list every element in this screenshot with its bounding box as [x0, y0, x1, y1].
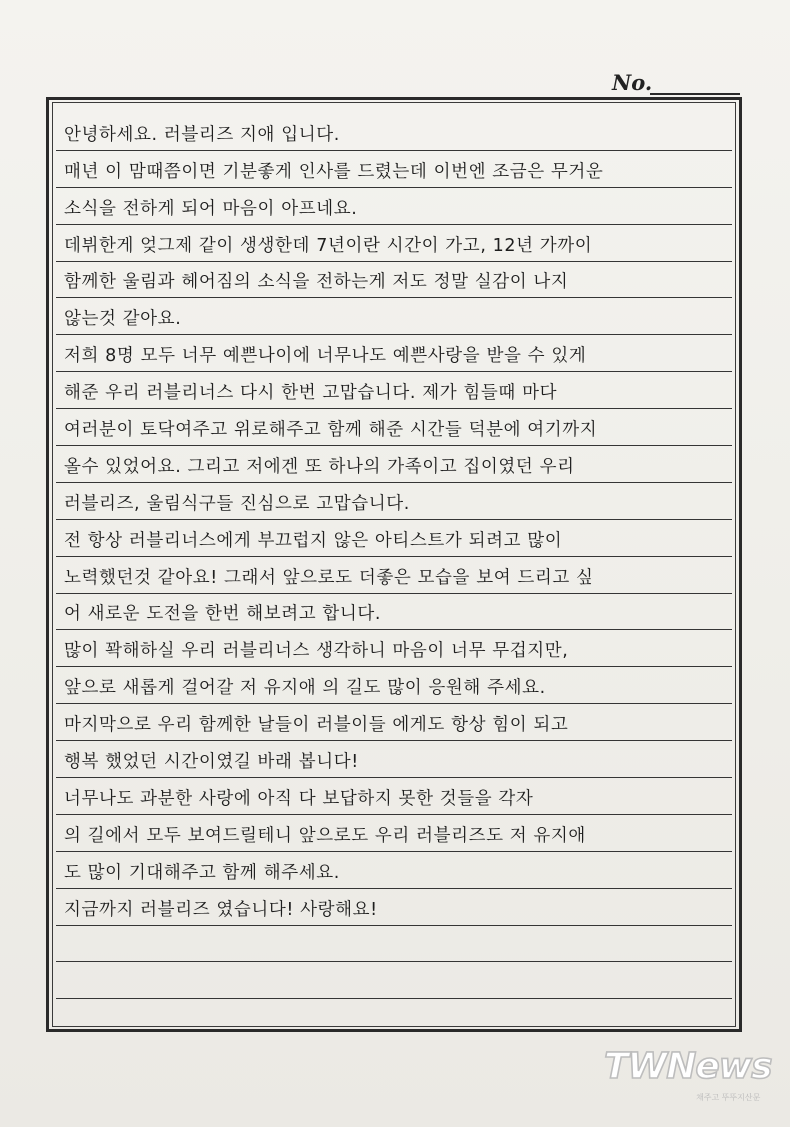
letter-line-text: 많이 꽉해하실 우리 러블리너스 생각하니 마음이 너무 무겁지만,: [64, 641, 569, 662]
letter-line: [56, 852, 732, 889]
watermark-logo: TWNews: [604, 1046, 772, 1087]
letter-line: [56, 335, 732, 372]
letter-line: [56, 372, 732, 409]
letter-line: [56, 594, 732, 631]
letter-line-text: 않는것 같아요.: [64, 309, 182, 330]
letter-line-text: 매년 이 맘때쯤이면 기분좋게 인사를 드렸는데 이번엔 조금은 무거운: [64, 161, 604, 182]
letter-line: [56, 262, 732, 299]
letter-line: [56, 962, 732, 999]
letter-line: [56, 926, 732, 963]
letter-line: [56, 557, 732, 594]
letter-line-text: 전 항상 러블리너스에게 부끄럽지 않은 아티스트가 되려고 많이: [64, 530, 563, 551]
letter-line: [56, 667, 732, 704]
letter-line: [56, 778, 732, 815]
letter-line: [56, 483, 732, 520]
letter-line-text: 데뷔한게 엊그제 같이 생생한데 7년이란 시간이 가고, 12년 가까이: [64, 235, 593, 256]
letter-line: [56, 409, 732, 446]
letter-line: [56, 815, 732, 852]
letter-line-text: 지금까지 러블리즈 였습니다! 사랑해요!: [64, 899, 378, 920]
letter-line-text: 도 많이 기대해주고 함께 해주세요.: [64, 862, 340, 883]
letter-line: [56, 151, 732, 188]
letter-line-text: 행복 했었던 시간이였길 바래 봅니다!: [64, 752, 359, 773]
letter-line: [56, 225, 732, 262]
letter-line-text: 의 길에서 모두 보여드릴테니 앞으로도 우리 러블리즈도 저 유지애: [64, 825, 586, 846]
letter-line-text: 안녕하세요. 러블리즈 지애 입니다.: [64, 124, 340, 145]
letter-line-text: 여러분이 토닥여주고 위로해주고 함께 해준 시간들 덕분에 여기까지: [64, 420, 598, 441]
number-label: No.: [612, 70, 653, 95]
letter-line-text: 저희 8명 모두 너무 예쁜나이에 너무나도 예쁜사랑을 받을 수 있게: [64, 346, 587, 367]
letter-line-text: 노력했던것 같아요! 그래서 앞으로도 더좋은 모습을 보여 드리고 싶: [64, 567, 594, 588]
letter-line: [56, 446, 732, 483]
letter-line: [56, 704, 732, 741]
letter-body: [56, 114, 732, 1020]
letter-line: [56, 188, 732, 225]
letter-line-text: 러블리즈, 울림식구들 진심으로 고맙습니다.: [64, 493, 410, 514]
letter-line-text: 어 새로운 도전을 한번 해보려고 합니다.: [64, 604, 382, 625]
letter-line: [56, 114, 732, 151]
letter-line: [56, 889, 732, 926]
news-watermark: [604, 1040, 784, 1120]
letter-line: [56, 298, 732, 335]
letter-line-text: 올수 있었어요. 그리고 저에겐 또 하나의 가족이고 집이였던 우리: [64, 456, 575, 477]
letter-line-text: 너무나도 과분한 사랑에 아직 다 보답하지 못한 것들을 각자: [64, 788, 534, 809]
letter-line-text: 소식을 전하게 되어 마음이 아프네요.: [64, 198, 358, 219]
letter-line: [56, 520, 732, 557]
letter-line-text: 앞으로 새롭게 걸어갈 저 유지애 의 길도 많이 응원해 주세요.: [64, 678, 546, 699]
watermark-subtitle: 채주고 뚜뚜지산문: [696, 1093, 761, 1102]
letter-line: [56, 630, 732, 667]
letter-line-text: 마지막으로 우리 함께한 날들이 러블이들 에게도 항상 힘이 되고: [64, 715, 569, 736]
letter-line-text: 해준 우리 러블리너스 다시 한번 고맙습니다. 제가 힘들때 마다: [64, 383, 558, 404]
letter-line-text: 함께한 울림과 헤어짐의 소식을 전하는게 저도 정말 실감이 나지: [64, 272, 569, 293]
number-underline: [650, 93, 740, 95]
letter-line: [56, 741, 732, 778]
